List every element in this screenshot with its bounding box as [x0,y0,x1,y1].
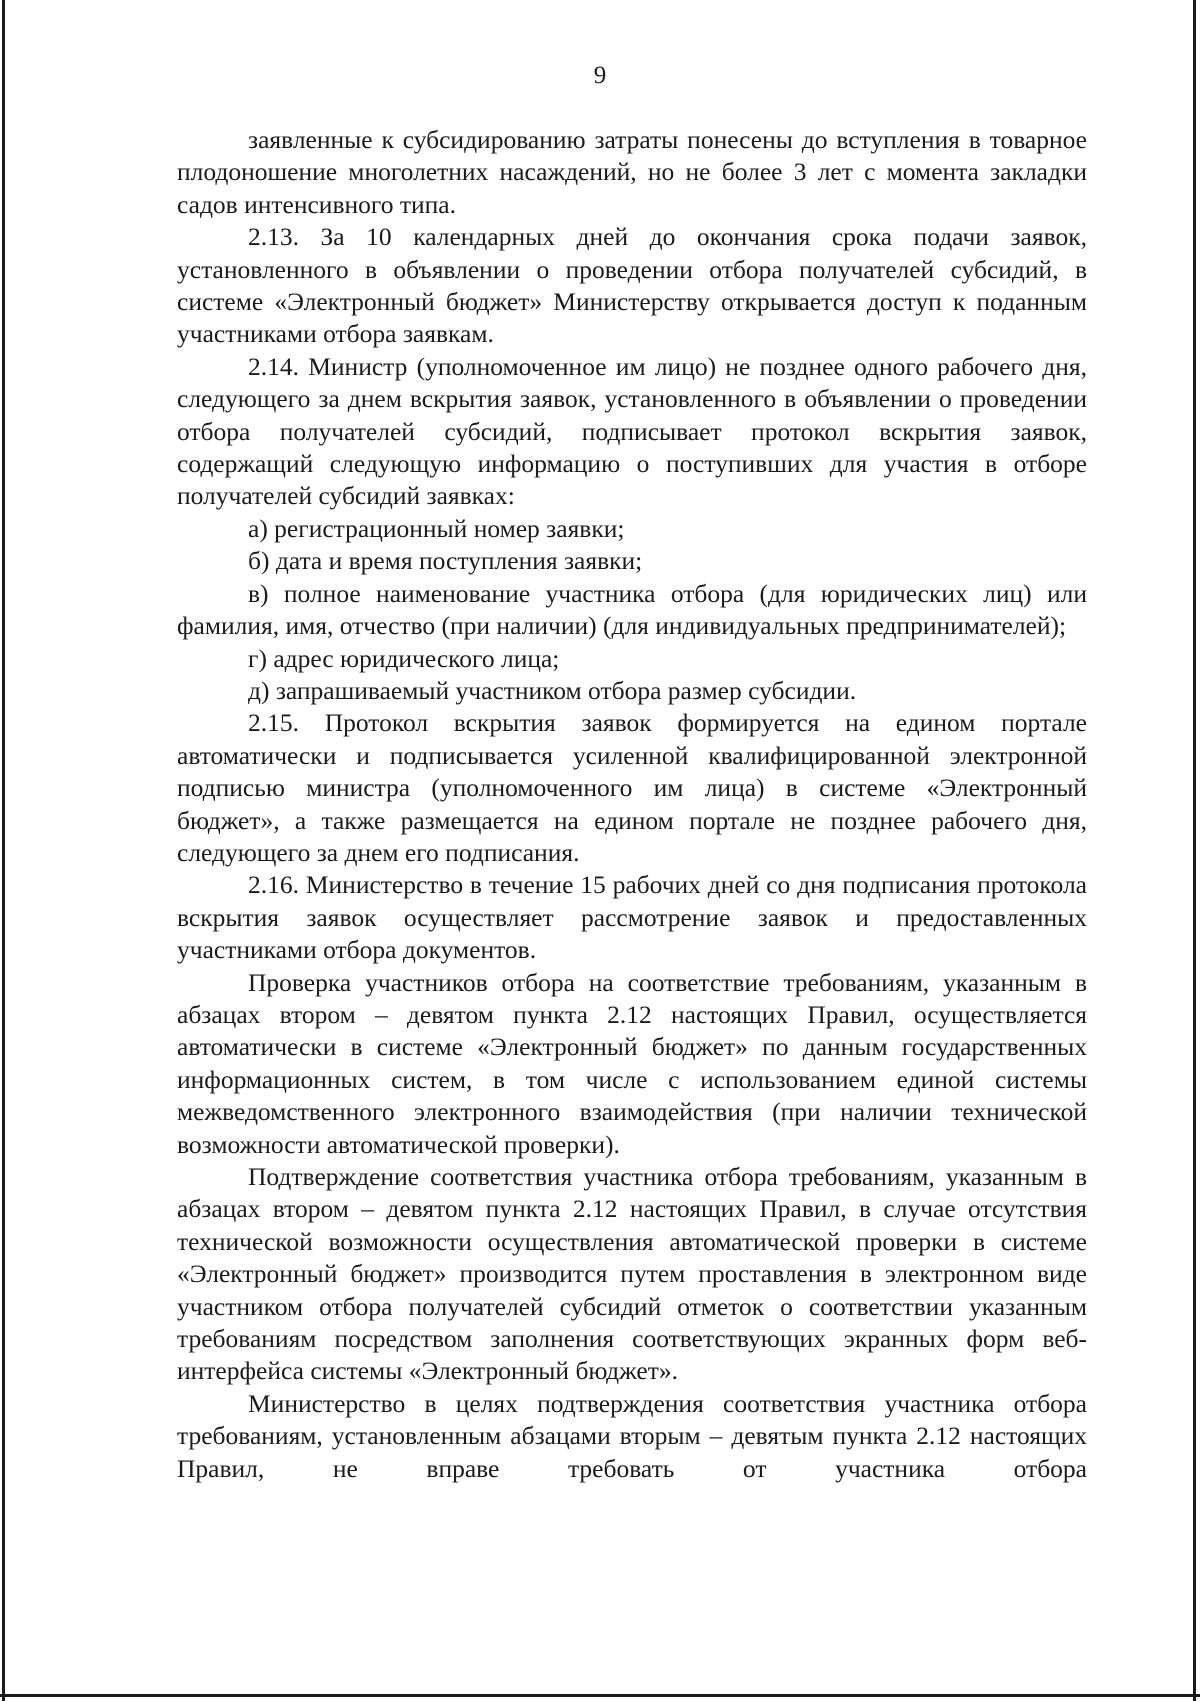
paragraph-continuation: заявленные к субсидированию затраты понесены до вступления в товарное плодоношение многолетних насаждений, но не более 3 лет с момента закладки садов интенсивного типа. [177,125,1087,219]
list-item-g: г) адрес юридического лица; [248,643,560,673]
paragraph-verification: Проверка участников отбора на соответствие требованиям, указанным в абзацах втором – девятом пункта 2.12 настоящих Правил, осуществляется автоматически в системе «Электронный бюджет» по данным государственных информационных систем, в том числе с использованием единой системы межведомственного электронного взаимодействия (при наличии технической возможности автоматической проверки). [177,967,1087,1159]
scan-border-left [2,0,5,1701]
list-item-b: б) дата и время поступления заявки; [248,546,643,576]
list-item-d: д) запрашиваемый участником отбора размер субсидии. [248,675,857,705]
paragraph-ministry: Министерство в целях подтверждения соответствия участника отбора требованиям, установленным абзацами вторым – девятым пункта 2.12 настоящих Правил, не вправе требовать от участника отбора [177,1388,1087,1483]
paragraph-2-16: 2.16. Министерство в течение 15 рабочих дней со дня подписания протокола вскрытия заявок осуществляет рассмотрение заявок и предоставленных участниками отбора документов. [177,870,1087,965]
paragraph-2-15: 2.15. Протокол вскрытия заявок формируется на едином портале автоматически и подписывается усиленной квалифицированной электронной подписью министра (уполномоченного им лица) в системе «Электронный бюджет», а также размещается на едином портале не позднее рабочего дня, следующего за днем его подписания. [177,708,1087,867]
paragraph-confirmation: Подтверждение соответствия участника отбора требованиям, указанным в абзацах втором – девятом пункта 2.12 настоящих Правил, в случае отсутствия технической возможности осуществления автоматической проверки в системе «Электронный бюджет» производится путем проставления в электронном виде участником отбора получателей субсидий отметок о соответствии указанным требованиям посредством заполнения соответствующих экранных форм веб-интерфейса системы «Электронный бюджет». [177,1162,1087,1386]
list-item-v: в) полное наименование участника отбора (для юридических лиц) или фамилия, имя, отчество (при наличии) (для индивидуальных предпринимателей); [177,578,1087,641]
scan-border-bottom [0,1694,1200,1697]
page-number: 9 [593,62,607,89]
scan-border-right [1193,0,1196,1701]
list-item-a: а) регистрационный номер заявки; [248,513,625,543]
paragraph-2-13: 2.13. За 10 календарных дней до окончания срока подачи заявок, установленного в объявлении о проведении отбора получателей субсидий, в системе «Электронный бюджет» Министерству открывается доступ к поданным участниками отбора заявкам. [177,222,1087,349]
paragraph-2-14: 2.14. Министр (уполномоченное им лицо) не позднее одного рабочего дня, следующего за днем вскрытия заявок, установленного в объявлении о проведении отбора получателей субсидий, подписывает протокол вскрытия заявок, содержащий следующую информацию о поступивших для участия в отборе получателей субсидий заявках: [177,351,1087,511]
body-text [177,124,1087,1485]
